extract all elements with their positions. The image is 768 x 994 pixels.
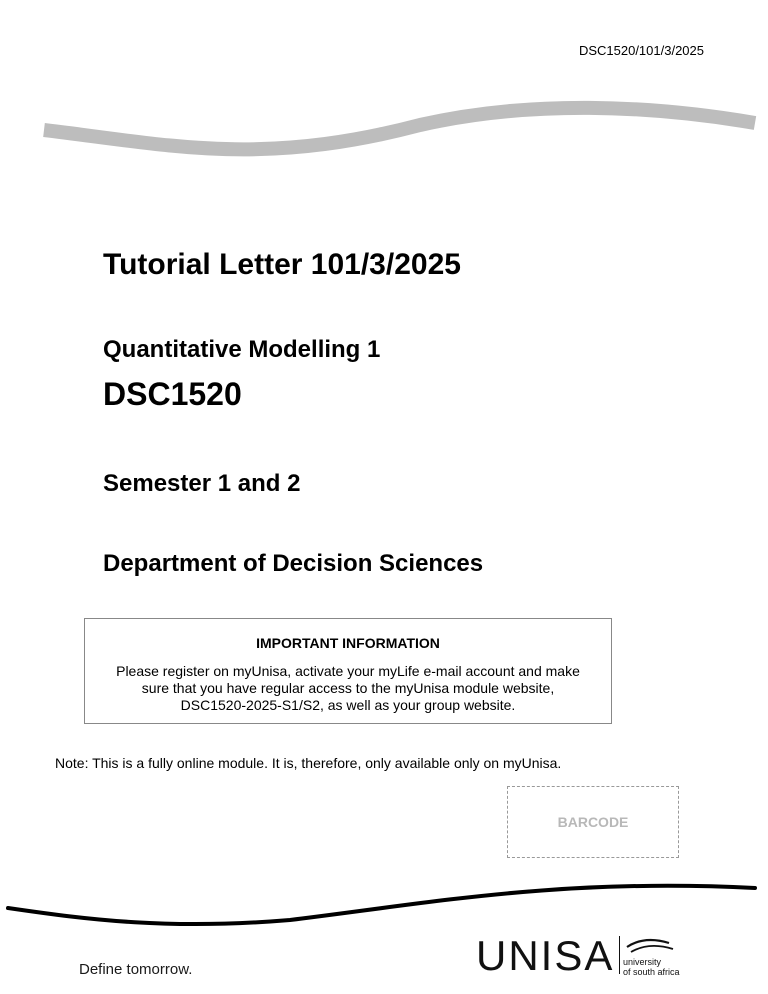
module-name: Quantitative Modelling 1 bbox=[103, 336, 381, 363]
logo-divider bbox=[619, 936, 620, 974]
logo-wordmark: UNISA bbox=[476, 932, 615, 979]
top-swoosh-decoration bbox=[0, 95, 768, 170]
online-module-note: Note: This is a fully online module. It is, therefore, only available only on myUnisa. bbox=[55, 755, 562, 771]
logo-subtitle-line-1: university bbox=[623, 957, 662, 967]
barcode-label: BARCODE bbox=[557, 814, 629, 830]
logo-wave-icon bbox=[623, 935, 689, 957]
important-information-text: Please register on myUnisa, activate your myLife e-mail account and make sure that you have regular access to the myUnisa module website, DSC1520-2025-S1/S2, as well as your group website. bbox=[116, 663, 580, 713]
important-information-heading: IMPORTANT INFORMATION bbox=[256, 635, 440, 651]
department-name: Department of Decision Sciences bbox=[103, 550, 484, 577]
bottom-swoosh-decoration bbox=[0, 878, 768, 938]
page-title: Tutorial Letter 101/3/2025 bbox=[103, 248, 461, 281]
module-code: DSC1520 bbox=[103, 376, 242, 412]
logo-subtitle bbox=[623, 957, 680, 977]
semester-label: Semester 1 and 2 bbox=[103, 470, 301, 497]
logo-subtitle-line-2: of south africa bbox=[623, 967, 680, 977]
slogan: Define tomorrow. bbox=[79, 961, 193, 978]
important-information-box bbox=[84, 618, 612, 724]
unisa-logo bbox=[476, 932, 696, 982]
document-code: DSC1520/101/3/2025 bbox=[578, 43, 704, 58]
barcode-placeholder bbox=[507, 786, 679, 858]
